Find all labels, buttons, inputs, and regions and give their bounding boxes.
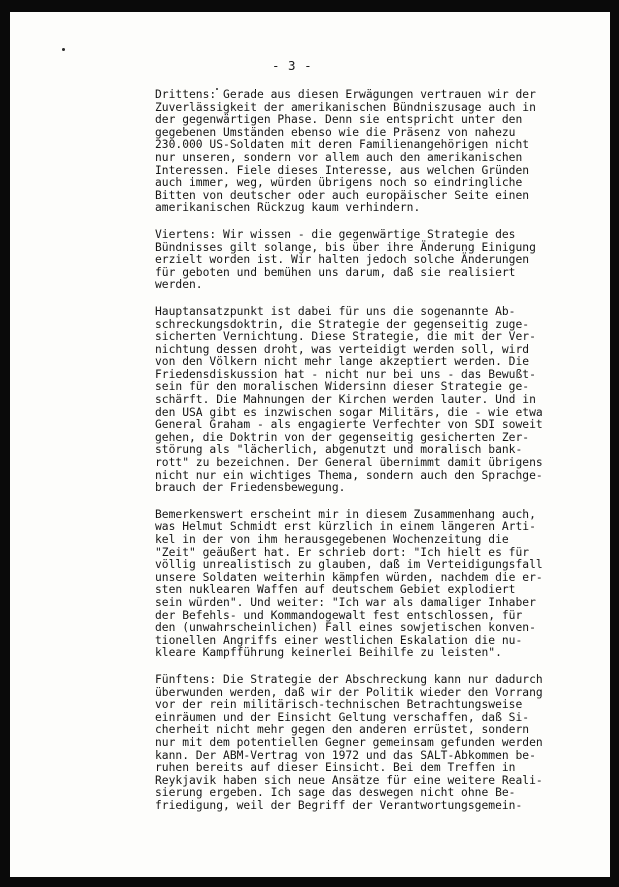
- text-line: tionellen Angriffs einer westlichen Eskalation die nu-: [155, 633, 523, 647]
- text-line: völlig unrealistisch zu glauben, daß im Verteidigungsfall: [155, 558, 543, 572]
- text-line: Zuverlässigkeit der amerikanischen Bündniszusage auch in: [155, 100, 536, 114]
- text-line: werden.: [155, 278, 203, 292]
- paragraph-drittens: [155, 89, 605, 215]
- text-line: sten nuklearen Waffen auf deutschem Gebiet explodiert: [155, 583, 516, 597]
- text-line: friedigung, weil der Begriff der Verantwortungsgemein-: [155, 798, 523, 812]
- paragraph-bemerkenswert: [155, 509, 605, 660]
- text-line: sicherten Vernichtung. Diese Strategie, die mit der Ver-: [155, 330, 536, 344]
- text-line: unsere Soldaten weiterhin kämpfen würden, nachdem die er-: [155, 570, 543, 584]
- text-line: nichtung dessen droht, was verteidigt werden soll, wird: [155, 342, 530, 356]
- body-text: [155, 89, 605, 826]
- document-page: [10, 12, 610, 877]
- text-line: den USA gibt es inzwischen sogar Militärs, die - wie etwa: [155, 405, 543, 419]
- text-line: Bündnisses gilt solange, bis über ihre Änderung Einigung: [155, 240, 536, 254]
- text-line: Friedensdiskussion hat - nicht nur bei uns - das Bewußt-: [155, 367, 536, 381]
- text-line: sierung ergeben. Ich sage das deswegen nicht ohne Be-: [155, 786, 516, 800]
- text-line: Bemerkenswert erscheint mir in diesem Zusammenhang auch,: [155, 507, 536, 521]
- text-line: der gegenwärtigen Phase. Denn sie entspricht unter den: [155, 113, 523, 127]
- text-line: gegebenen Umständen ebenso wie die Präsenz von nahezu: [155, 125, 516, 139]
- text-line: General Graham - als engagierte Verfechter von SDI soweit: [155, 418, 543, 432]
- text-line: Drittens: Gerade aus diesen Erwägungen vertrauen wir der: [155, 88, 536, 101]
- text-line: Interessen. Fiele dieses Interesse, aus welchen Gründen: [155, 163, 530, 177]
- text-line: für geboten und bemühen uns darum, daß sie realisiert: [155, 265, 516, 279]
- text-line: cherheit nicht mehr gegen den anderen errüstet, sondern: [155, 723, 530, 737]
- text-line: nur mit dem potentiellen Gegner gemeinsam gefunden werden: [155, 735, 543, 749]
- text-line: Hauptansatzpunkt ist dabei für uns die sogenannte Ab-: [155, 304, 516, 318]
- page-number: - 3 -: [272, 58, 313, 73]
- text-line: auch immer, weg, würden übrigens noch so eindringliche: [155, 176, 523, 190]
- text-line: der Befehls- und Kommandogewalt fest entschlossen, für: [155, 608, 523, 622]
- text-line: 230.000 US-Soldaten mit deren Familienangehörigen nicht: [155, 138, 530, 152]
- text-line: kleare Kampfführung keinerlei Beihilfe zu leisten".: [155, 646, 502, 660]
- text-line: von den Völkern nicht mehr lange akzeptiert werden. Die: [155, 355, 530, 369]
- text-line: brauch der Friedensbewegung.: [155, 481, 346, 495]
- text-line: schreckungsdoktrin, die Strategie der gegenseitig zuge-: [155, 317, 530, 331]
- text-line: schärft. Die Mahnungen der Kirchen werden lauter. Und in: [155, 393, 536, 407]
- text-line: Bitten von deutscher oder auch europäischer Seite einen: [155, 188, 530, 202]
- text-line: Viertens: Wir wissen - die gegenwärtige Strategie des: [155, 227, 516, 241]
- text-line: den (unwahrscheinlichen) Fall eines sowjetischen konven-: [155, 621, 536, 635]
- text-line: was Helmut Schmidt erst kürzlich in einem längeren Arti-: [155, 520, 536, 534]
- text-line: kann. Der ABM-Vertrag von 1972 und das SALT-Abkommen be-: [155, 748, 536, 762]
- paragraph-fuenftens: [155, 674, 605, 813]
- text-line: rott" zu bezeichnen. Der General übernimmt damit übrigens: [155, 456, 543, 470]
- text-line: Fünftens: Die Strategie der Abschreckung kann nur dadurch: [155, 672, 543, 686]
- text-line: "Zeit" geäußert hat. Er schrieb dort: "Ich hielt es für: [155, 545, 530, 559]
- text-line: einräumen und der Einsicht Geltung verschaffen, daß Si-: [155, 710, 530, 724]
- text-line: sein für den moralischen Widersinn dieser Strategie ge-: [155, 380, 530, 394]
- text-line: erzielt worden ist. Wir halten jedoch solche Änderungen: [155, 253, 530, 267]
- paragraph-hauptansatzpunkt: [155, 306, 605, 495]
- text-line: amerikanischen Rückzug kaum verhindern.: [155, 201, 421, 215]
- text-line: vor der rein militärisch-technischen Betrachtungsweise: [155, 698, 523, 712]
- text-line: nur unseren, sondern vor allem auch den amerikanischen: [155, 150, 523, 164]
- paragraph-viertens: [155, 229, 605, 292]
- text-line: nicht nur ein wichtiges Thema, sondern auch den Sprachge-: [155, 468, 543, 482]
- text-line: gehen, die Doktrin von der gegenseitig gesicherten Zer-: [155, 430, 530, 444]
- text-line: kel in der von ihm herausgegebenen Wochenzeitung die: [155, 533, 509, 546]
- text-line: Reykjavik haben sich neue Ansätze für eine weitere Reali-: [155, 773, 543, 787]
- scan-speck: [62, 48, 65, 51]
- text-line: überwunden werden, daß wir der Politik wieder den Vorrang: [155, 685, 543, 699]
- text-line: sein würden". Und weiter: "Ich war als damaliger Inhaber: [155, 595, 536, 609]
- text-line: störung als "lächerlich, abgenutzt und moralisch bank-: [155, 443, 523, 457]
- text-line: ruhen bereits auf dieser Einsicht. Bei dem Treffen in: [155, 761, 516, 775]
